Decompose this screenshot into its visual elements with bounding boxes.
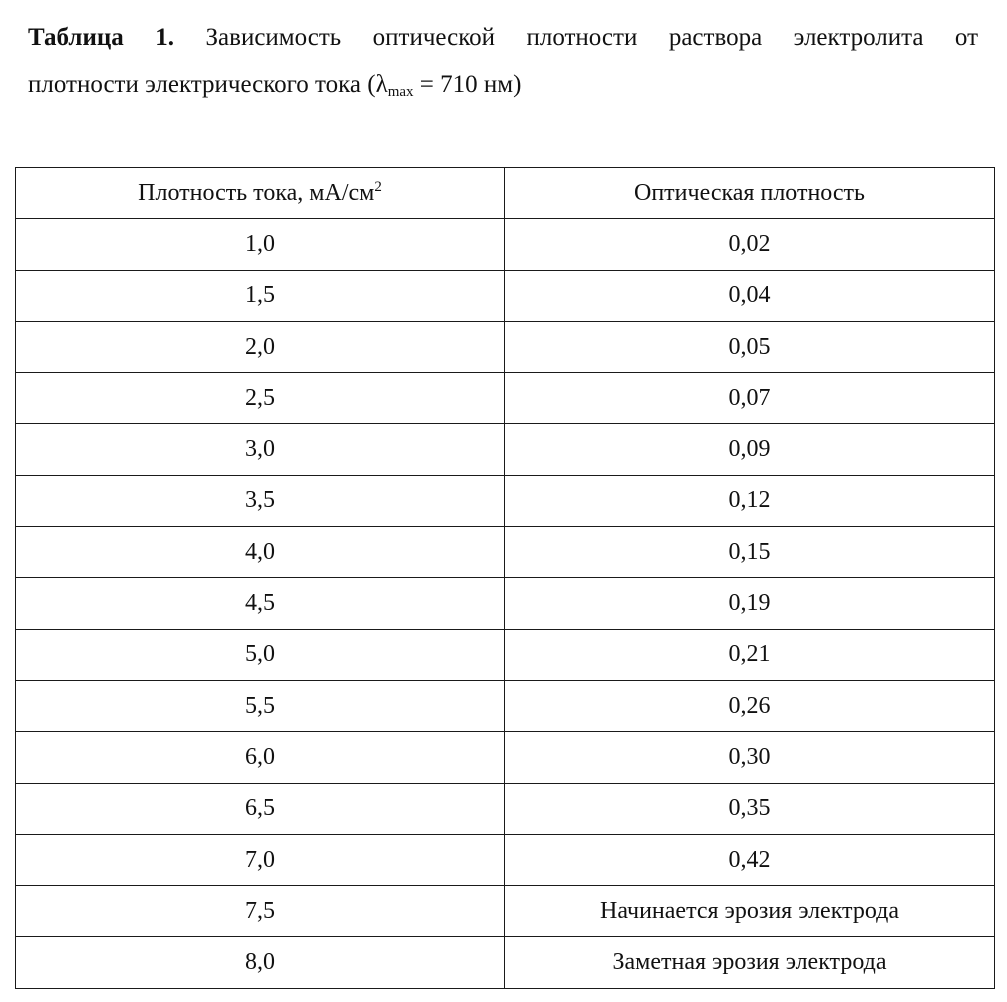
- current-density-cell: 2,0: [16, 321, 505, 372]
- optical-density-cell: 0,26: [505, 680, 995, 731]
- optical-density-cell: 0,09: [505, 424, 995, 475]
- table-row: [16, 527, 995, 578]
- current-density-cell: 2,5: [16, 373, 505, 424]
- optical-density-cell: 0,05: [505, 321, 995, 372]
- lambda-symbol: λ: [375, 71, 388, 98]
- optical-density-cell: 0,21: [505, 629, 995, 680]
- optical-density-cell: 0,42: [505, 834, 995, 885]
- optical-density-cell: Начинается эрозия электрода: [505, 886, 995, 937]
- current-density-cell: 3,5: [16, 475, 505, 526]
- table-row: [16, 834, 995, 885]
- caption-text-line-2-prefix: плотности электрического тока (: [28, 71, 376, 98]
- caption-line-1: [28, 14, 978, 61]
- table-header-row: [16, 168, 995, 219]
- table-row: [16, 321, 995, 372]
- table-row: [16, 783, 995, 834]
- optical-density-cell: 0,02: [505, 219, 995, 270]
- current-density-cell: 1,0: [16, 219, 505, 270]
- table-row: [16, 373, 995, 424]
- table-row: [16, 475, 995, 526]
- table-row: [16, 937, 995, 988]
- optical-density-cell: 0,35: [505, 783, 995, 834]
- current-density-cell: 3,0: [16, 424, 505, 475]
- optical-density-cell: 0,04: [505, 270, 995, 321]
- header-optical-density: Оптическая плотность: [505, 168, 995, 219]
- current-density-cell: 5,5: [16, 680, 505, 731]
- current-density-cell: 5,0: [16, 629, 505, 680]
- current-density-cell: 4,5: [16, 578, 505, 629]
- optical-density-cell: 0,15: [505, 527, 995, 578]
- table-caption: [28, 14, 978, 108]
- lambda-subscript: max: [387, 84, 414, 100]
- current-density-cell: 7,0: [16, 834, 505, 885]
- table-row: [16, 629, 995, 680]
- current-density-cell: 6,0: [16, 732, 505, 783]
- header-current-density-label: Плотность тока, мА/см: [138, 179, 375, 206]
- caption-text-line-2-suffix: = 710 нм): [413, 71, 522, 98]
- table-row: [16, 680, 995, 731]
- current-density-cell: 4,0: [16, 527, 505, 578]
- table-row: [16, 732, 995, 783]
- current-density-cell: 8,0: [16, 937, 505, 988]
- current-density-cell: 6,5: [16, 783, 505, 834]
- optical-density-cell: 0,30: [505, 732, 995, 783]
- optical-density-cell: 0,19: [505, 578, 995, 629]
- optical-density-cell: Заметная эрозия электрода: [505, 937, 995, 988]
- table-row: [16, 578, 995, 629]
- current-density-cell: 1,5: [16, 270, 505, 321]
- table-row: [16, 219, 995, 270]
- header-current-density: [16, 168, 505, 219]
- optical-density-cell: 0,12: [505, 475, 995, 526]
- table-row: [16, 270, 995, 321]
- table-row: [16, 424, 995, 475]
- table-row: [16, 886, 995, 937]
- caption-line-2: [28, 61, 978, 108]
- data-table: [15, 167, 995, 989]
- current-density-cell: 7,5: [16, 886, 505, 937]
- header-unit-exponent: 2: [374, 178, 382, 195]
- optical-density-cell: 0,07: [505, 373, 995, 424]
- caption-label: Таблица 1.: [28, 24, 175, 51]
- caption-text-line-1: Зависимость оптической плотности раствора электролита от: [205, 24, 979, 51]
